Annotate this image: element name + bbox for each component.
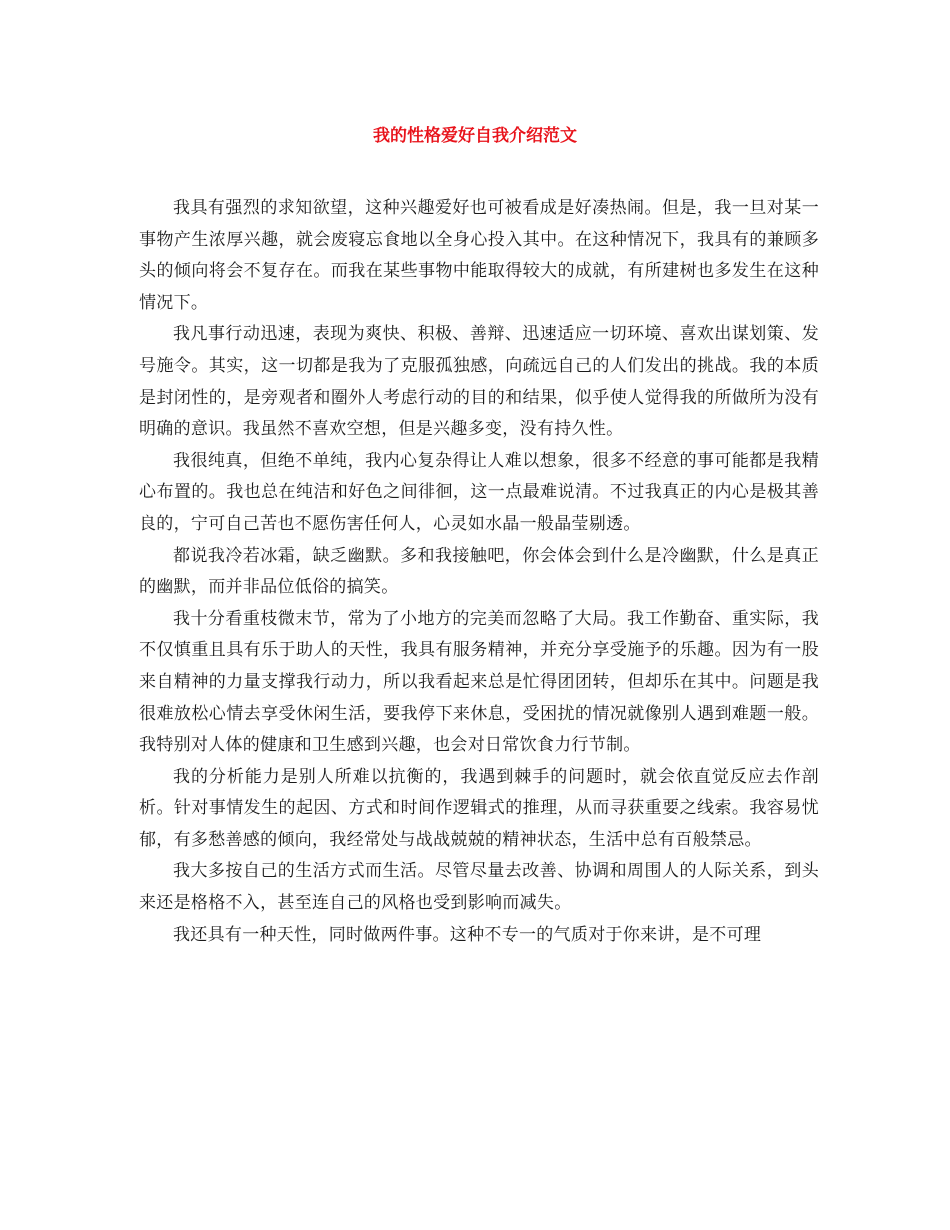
paragraph: 我很纯真，但绝不单纯，我内心复杂得让人难以想象，很多不经意的事可能都是我精心布置的。我也总在纯洁和好色之间徘徊，这一点最难说清。不过我真正的内心是极其善良的，宁可自己苦也不愿伤害任何人，心灵如水晶一般晶莹剔透。 [139,450,819,534]
document-title: 我的性格爱好自我介绍范文 [373,126,577,146]
paragraph: 我凡事行动迅速，表现为爽快、积极、善辩、迅速适应一切环境、喜欢出谋划策、发号施令。其实，这一切都是我为了克服孤独感，向疏远自己的人们发出的挑战。我的本质是封闭性的，是旁观者和圈外人考虑行动的目的和结果，似乎使人觉得我的所做所为没有明确的意识。我虽然不喜欢空想，但是兴趣多变，没有持久性。 [139,324,819,440]
paragraph: 我具有强烈的求知欲望，这种兴趣爱好也可被看成是好凑热闹。但是，我一旦对某一事物产生浓厚兴趣，就会废寝忘食地以全身心投入其中。在这种情况下，我具有的兼顾多头的倾向将会不复存在。而我在某些事物中能取得较大的成就，有所建树也多发生在这种情况下。 [139,198,819,313]
paragraph: 我大多按自己的生活方式而生活。尽管尽量去改善、协调和周围人的人际关系，到头来还是格格不入，甚至连自己的风格也受到影响而减失。 [139,861,819,914]
paragraph: 我的分析能力是别人所难以抗衡的，我遇到棘手的问题时，就会依直觉反应去作剖析。针对事情发生的起因、方式和时间作逻辑式的推理，从而寻获重要之线索。我容易忧郁，有多愁善感的倾向，我经常处与战战兢兢的精神状态，生活中总有百般禁忌。 [139,766,819,850]
paragraph: 我十分看重枝微末节，常为了小地方的完美而忽略了大局。我工作勤奋、重实际，我不仅慎重且具有乐于助人的天性，我具有服务精神，并充分享受施予的乐趣。因为有一股来自精神的力量支撑我行动力，所以我看起来总是忙得团团转，但却乐在其中。问题是我很难放松心情去享受休闲生活，要我停下来休息，受困扰的情况就像别人遇到难题一般。我特别对人体的健康和卫生感到兴趣，也会对日常饮食力行节制。 [139,608,819,756]
paragraph: 我还具有一种天性，同时做两件事。这种不专一的气质对于你来讲，是不可理 [173,924,762,945]
document-body [139,193,819,951]
paragraph: 都说我冷若冰霜，缺乏幽默。多和我接触吧，你会体会到什么是冷幽默，什么是真正的幽默，而并非品位低俗的搞笑。 [139,545,819,598]
